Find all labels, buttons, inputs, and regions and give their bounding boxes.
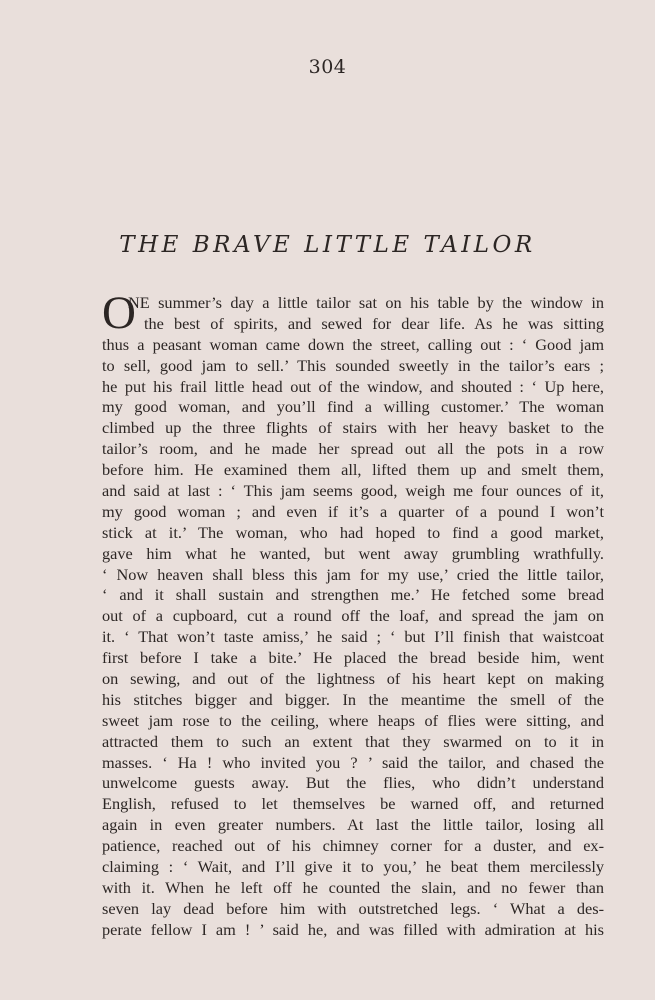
paragraph <box>102 293 604 941</box>
text-line: he put his frail little head out of the window, and shouted : ‘ Up here, <box>102 376 604 396</box>
text-line: ‘ and it shall sustain and strengthen me.’ He fetched some bread <box>102 585 604 605</box>
text-line: and said at last : ‘ This jam seems good, weigh me four ounces of it, <box>102 481 604 501</box>
text-line: stick at it.’ The woman, who had hoped to find a good market, <box>102 522 604 542</box>
text-line: before him. He examined them all, lifted them up and smelt them, <box>102 460 604 480</box>
text-line: unwelcome guests away. But the flies, who didn’t understand <box>102 773 604 793</box>
text-line: again in even greater numbers. At last the little tailor, losing all <box>102 815 604 835</box>
text-line: on sewing, and out of the lightness of his heart kept on making <box>102 669 604 689</box>
story-text <box>102 287 604 941</box>
chapter-title: THE BRAVE LITTLE TAILOR <box>119 232 536 258</box>
text-line: NE summer’s day a little tailor sat on his table by the window in <box>128 293 604 312</box>
text-line: his stitches bigger and bigger. In the meantime the smell of the <box>102 689 604 709</box>
text-line: my good woman ; and even if it’s a quarter of a pound I won’t <box>102 501 604 521</box>
text-line: it. ‘ That won’t taste amiss,’ he said ; ‘ but I’ll finish that waistcoat <box>102 627 604 647</box>
text-line: thus a peasant woman came down the street, calling out : ‘ Good jam <box>102 334 604 354</box>
text-line: claiming : ‘ Wait, and I’ll give it to you,’ he beat them mercilessly <box>102 857 604 877</box>
text-line: first before I take a bite.’ He placed the bread beside him, went <box>102 648 604 668</box>
text-line: seven lay dead before him with outstretched legs. ‘ What a des- <box>102 898 604 918</box>
text-line: perate fellow I am ! ’ said he, and was filled with admiration at his <box>102 919 604 939</box>
text-line: to sell, good jam to sell.’ This sounded sweetly in the tailor’s ears ; <box>102 355 604 375</box>
text-line: my good woman, and you’ll find a willing customer.’ The woman <box>102 397 604 417</box>
text-line: sweet jam rose to the ceiling, where heaps of flies were sitting, and <box>102 710 604 730</box>
text-line: patience, reached out of his chimney corner for a duster, and ex- <box>102 836 604 856</box>
text-line: attracted them to such an extent that they swarmed on to it in <box>102 731 604 751</box>
text-line: out of a cupboard, cut a round off the loaf, and spread the jam on <box>102 606 604 626</box>
text-line: tailor’s room, and he made her spread out all the pots in a row <box>102 439 604 459</box>
page-number: 304 <box>308 56 347 78</box>
drop-cap-letter: O <box>102 287 136 339</box>
text-line: English, refused to let themselves be warned off, and returned <box>102 794 604 814</box>
text-line: masses. ‘ Ha ! who invited you ? ’ said the tailor, and chased the <box>102 752 604 772</box>
text-line: the best of spirits, and sewed for dear life. As he was sitting <box>144 313 604 333</box>
text-line: with it. When he left off he counted the slain, and no fewer than <box>102 877 604 897</box>
text-line: gave him what he wanted, but went away grumbling wrathfully. <box>102 543 604 563</box>
text-line: climbed up the three flights of stairs with her heavy basket to the <box>102 418 604 438</box>
text-line: ‘ Now heaven shall bless this jam for my use,’ cried the little tailor, <box>102 564 604 584</box>
